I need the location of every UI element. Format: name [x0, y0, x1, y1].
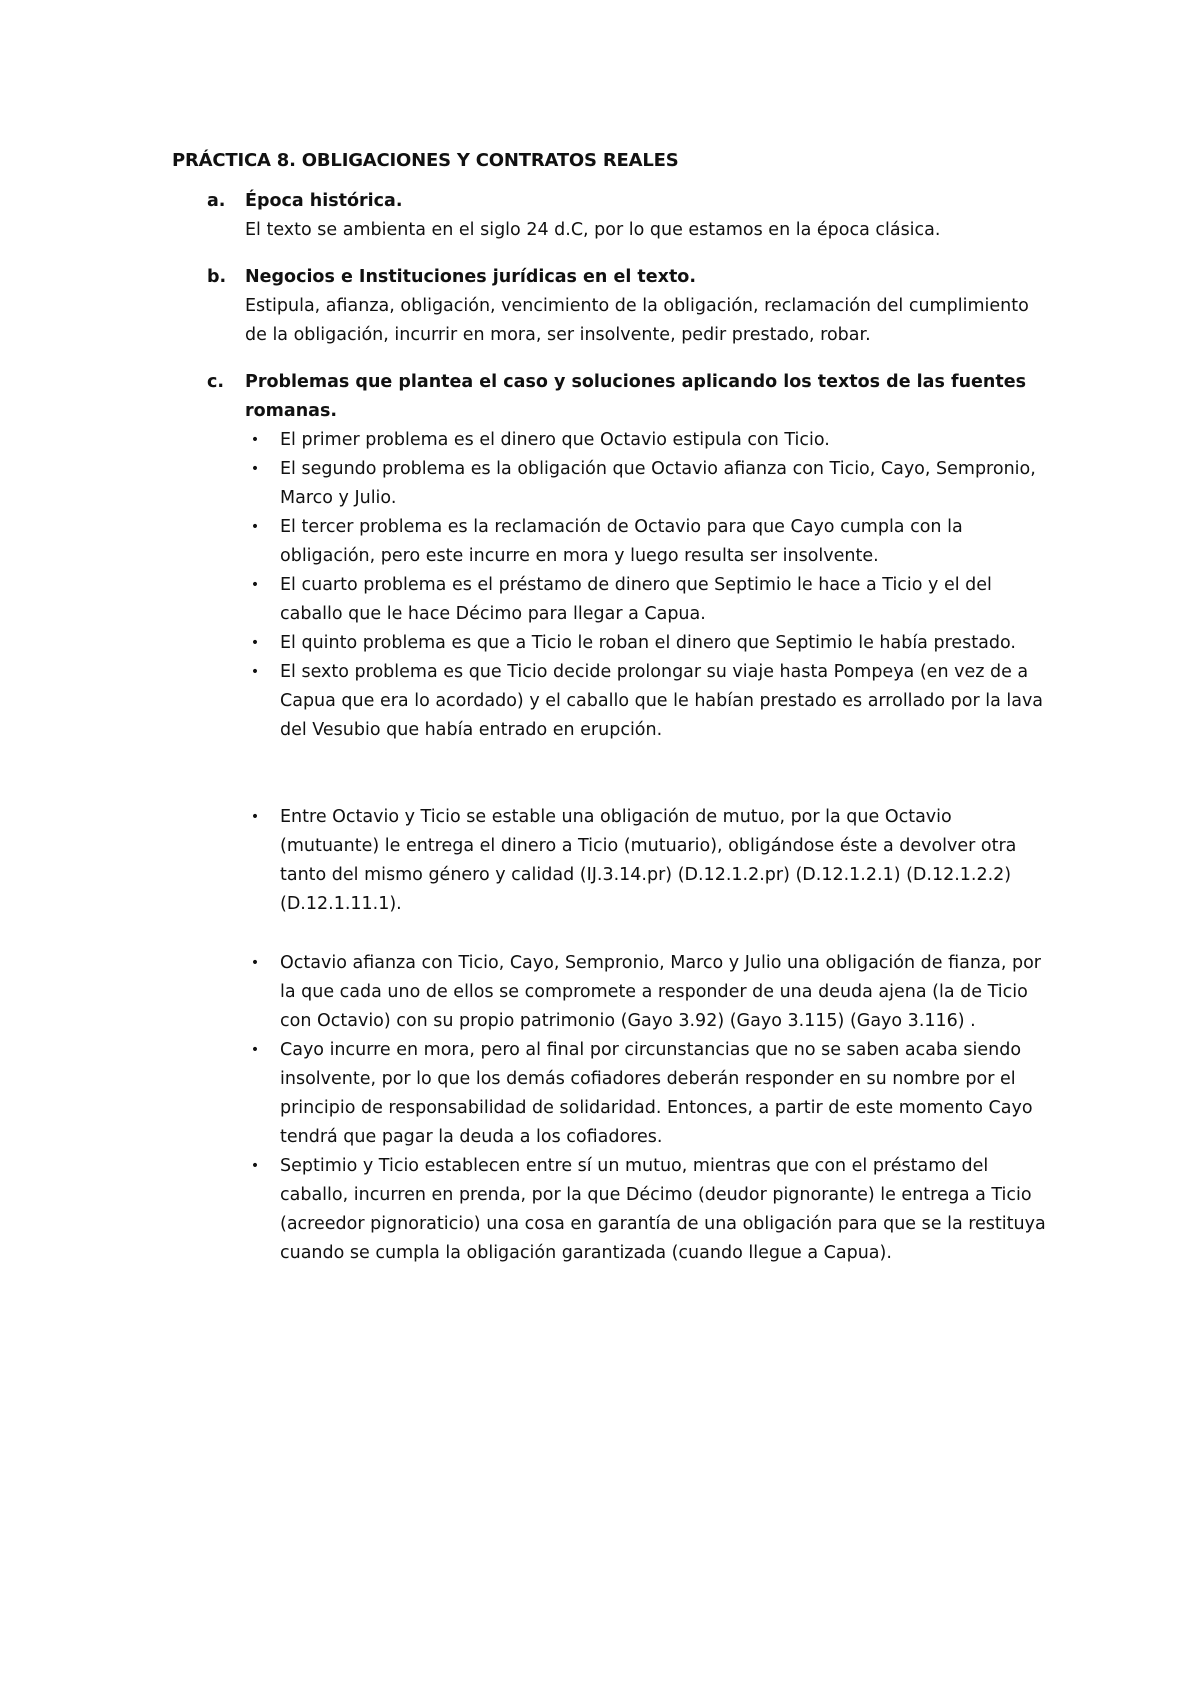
section-body: El texto se ambienta en el siglo 24 d.C, por lo que estamos en la época clásica. — [245, 220, 941, 240]
list-item: • Cayo incurre en mora, pero al final por circunstancias que no se saben acaba siendo insolvente, por lo que los demás cofiadores deberán responder en su nombre por el principio de responsabilidad de solidaridad. Entonces, a partir de este momento Cayo tendrá que pagar la deuda a los cofiadores. — [172, 1036, 1050, 1152]
spacer — [172, 745, 1050, 803]
section-heading-text: Época histórica. — [245, 191, 403, 211]
bullet-icon: • — [250, 635, 260, 651]
list-item: • Septimio y Ticio establecen entre sí un mutuo, mientras que con el préstamo del caballo, incurren en prenda, por la que Décimo (deudor pignorante) le entrega a Ticio (acreedor pignoraticio) una cosa en garantía de una obligación para que se la restituya cuando se cumpla la obligación garantizada (cuando llegue a Capua). — [172, 1152, 1050, 1268]
section-heading — [172, 187, 1050, 216]
section-heading-text: Problemas que plantea el caso y soluciones aplicando los textos de las fuentes romanas. — [245, 372, 1027, 421]
list-item: • El primer problema es el dinero que Octavio estipula con Ticio. — [172, 426, 1050, 455]
section-heading-text: Negocios e Instituciones jurídicas en el texto. — [245, 267, 696, 287]
solutions-list — [172, 949, 1050, 1268]
problems-list — [172, 426, 1050, 745]
bullet-icon: • — [250, 461, 260, 477]
bullet-icon: • — [250, 519, 260, 535]
list-item: • El sexto problema es que Ticio decide prolongar su viaje hasta Pompeya (en vez de a Capua que era lo acordado) y el caballo que le habían prestado es arrollado por la lava del Vesubio que había entrado en erupción. — [172, 658, 1050, 745]
solutions-first-list — [172, 803, 1050, 919]
document-title: PRÁCTICA 8. OBLIGACIONES Y CONTRATOS REALES — [172, 150, 679, 171]
list-item: • El cuarto problema es el préstamo de dinero que Septimio le hace a Ticio y el del caballo que le hace Décimo para llegar a Capua. — [172, 571, 1050, 629]
list-item: • Entre Octavio y Ticio se estable una obligación de mutuo, por la que Octavio (mutuante) le entrega el dinero a Ticio (mutuario), obligándose éste a devolver otra tanto del mismo género y calidad (IJ.3.14.pr) (D.12.1.2.pr) (D.12.1.2.1) (D.12.1.2.2) (D.12.1.11.1). — [172, 803, 1050, 919]
bullet-icon: • — [250, 809, 260, 825]
list-item: • Octavio afianza con Ticio, Cayo, Sempronio, Marco y Julio una obligación de fianza, por la que cada uno de ellos se compromete a responder de una deuda ajena (la de Ticio con Octavio) con su propio patrimonio (Gayo 3.92) (Gayo 3.115) (Gayo 3.116) . — [172, 949, 1050, 1036]
bullet-icon: • — [250, 577, 260, 593]
bullet-icon: • — [250, 432, 260, 448]
section-c — [172, 368, 1050, 426]
section-letter: c. — [207, 372, 225, 392]
section-a — [172, 187, 1050, 245]
section-body: Estipula, afianza, obligación, vencimiento de la obligación, reclamación del cumplimiento de la obligación, incurrir en mora, ser insolvente, pedir prestado, robar. — [245, 296, 1029, 345]
section-heading — [172, 368, 1050, 426]
spacer — [172, 919, 1050, 949]
bullet-icon: • — [250, 1042, 260, 1058]
section-b — [172, 263, 1050, 350]
bullet-icon: • — [250, 1158, 260, 1174]
list-item: • El quinto problema es que a Ticio le roban el dinero que Septimio le había prestado. — [172, 629, 1050, 658]
list-item: • El tercer problema es la reclamación de Octavio para que Cayo cumpla con la obligación, pero este incurre en mora y luego resulta ser insolvente. — [172, 513, 1050, 571]
section-heading — [172, 263, 1050, 292]
bullet-icon: • — [250, 664, 260, 680]
section-letter: b. — [207, 267, 227, 287]
list-item: • El segundo problema es la obligación que Octavio afianza con Ticio, Cayo, Sempronio, Marco y Julio. — [172, 455, 1050, 513]
section-letter: a. — [207, 191, 226, 211]
bullet-icon: • — [250, 955, 260, 971]
